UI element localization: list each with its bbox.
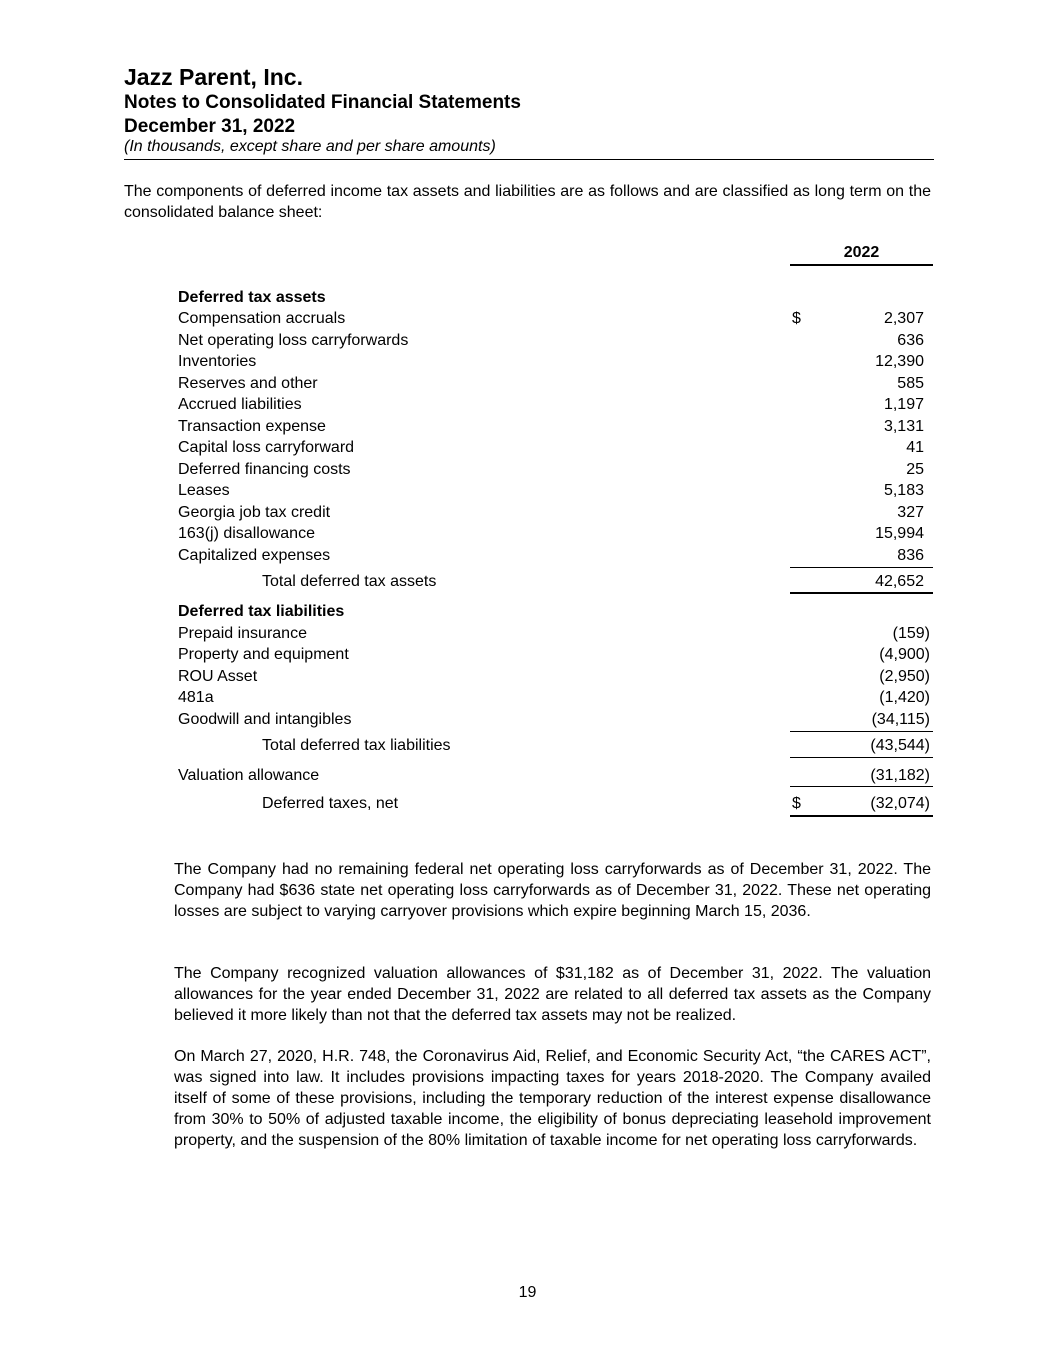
total-liabilities-row bbox=[0, 735, 1055, 756]
valuation-paragraph: The Company recognized valuation allowances of $31,182 as of December 31, 2022. The valuation allowances for the year ended December 31, 2022 are related to all deferred tax assets as the Company believed it more likely than not that the deferred tax assets may not be realized. bbox=[174, 965, 931, 1024]
table-row bbox=[0, 437, 1055, 458]
row-value: (159) bbox=[892, 625, 930, 642]
table-row bbox=[0, 351, 1055, 372]
assets-heading: Deferred tax assets bbox=[178, 289, 326, 306]
statement-date: December 31, 2022 bbox=[124, 116, 296, 137]
deferred-taxes-net-row bbox=[0, 793, 1055, 814]
row-label: Net operating loss carryforwards bbox=[178, 332, 409, 349]
table-row bbox=[0, 666, 1055, 687]
row-value: 15,994 bbox=[875, 525, 924, 542]
units-note: (In thousands, except share and per share amounts) bbox=[124, 138, 496, 155]
table-row bbox=[0, 459, 1055, 480]
row-value: 636 bbox=[897, 332, 924, 349]
table-row bbox=[0, 523, 1055, 544]
row-label: Goodwill and intangibles bbox=[178, 711, 352, 728]
row-label: Capitalized expenses bbox=[178, 547, 331, 564]
row-label: Capital loss carryforward bbox=[178, 439, 355, 456]
table-row bbox=[0, 394, 1055, 415]
table-row bbox=[0, 545, 1055, 566]
table-row bbox=[0, 709, 1055, 730]
liabilities-heading-row bbox=[0, 601, 1055, 622]
row-label: 481a bbox=[178, 689, 214, 706]
net-total-rule bbox=[790, 815, 933, 817]
table-row bbox=[0, 687, 1055, 708]
assets-heading-row bbox=[0, 287, 1055, 308]
row-label: Property and equipment bbox=[178, 646, 349, 663]
currency-symbol: $ bbox=[792, 795, 801, 812]
row-label: Leases bbox=[178, 482, 230, 499]
total-liabilities-label: Total deferred tax liabilities bbox=[262, 737, 451, 754]
row-value: 12,390 bbox=[875, 353, 924, 370]
company-name: Jazz Parent, Inc. bbox=[124, 64, 303, 90]
header-divider bbox=[124, 159, 934, 160]
total-rule bbox=[790, 592, 933, 594]
valuation-allowance-row bbox=[0, 765, 1055, 786]
row-label: Prepaid insurance bbox=[178, 625, 307, 642]
row-label: Inventories bbox=[178, 353, 257, 370]
page-number: 19 bbox=[518, 1284, 537, 1301]
table-row bbox=[0, 330, 1055, 351]
intro-paragraph: The components of deferred income tax assets and liabilities are as follows and are classified as long term on the consolidated balance sheet: bbox=[124, 183, 931, 221]
row-value: 5,183 bbox=[883, 482, 924, 499]
nol-paragraph: The Company had no remaining federal net operating loss carryforwards as of December 31, 2022. The Company had $636 state net operating loss carryforwards as of December 31, 2022. These net operating losses are subject to varying carryover provisions which expire beginning March 15, 2036. bbox=[174, 861, 931, 920]
liabilities-heading: Deferred tax liabilities bbox=[178, 603, 345, 620]
cares-act-paragraph: On March 27, 2020, H.R. 748, the Coronavirus Aid, Relief, and Economic Security Act, “the CARES ACT”, was signed into law. It includes provisions impacting taxes for years 2018-2020. The Company availed itself of some of these provisions, including the temporary reduction of the interest expense disallowance from 30% to 50% of adjusted taxable income, the eligibility of bonus depreciating leasehold improvement property, and the suspension of the 80% limitation of taxable income for net operating loss carryforwards. bbox=[174, 1048, 931, 1149]
total-assets-label: Total deferred tax assets bbox=[262, 573, 437, 590]
deferred-taxes-net-value: (32,074) bbox=[870, 795, 930, 812]
total-assets-row bbox=[0, 571, 1055, 592]
row-value: 3,131 bbox=[883, 418, 924, 435]
row-label: Deferred financing costs bbox=[178, 461, 351, 478]
subtotal-rule bbox=[790, 567, 933, 568]
table-row bbox=[0, 373, 1055, 394]
row-label: Transaction expense bbox=[178, 418, 326, 435]
year-column-header: 2022 bbox=[843, 244, 880, 261]
row-value: 2,307 bbox=[883, 310, 924, 327]
row-value: 327 bbox=[897, 504, 924, 521]
table-row bbox=[0, 502, 1055, 523]
total-liabilities-value: (43,544) bbox=[870, 737, 930, 754]
deferred-taxes-net-label: Deferred taxes, net bbox=[262, 795, 399, 812]
document-subtitle: Notes to Consolidated Financial Statements bbox=[124, 92, 521, 113]
row-value: (2,950) bbox=[879, 668, 930, 685]
subtotal-rule bbox=[790, 731, 933, 732]
table-row bbox=[0, 416, 1055, 437]
table-row bbox=[0, 480, 1055, 501]
row-label: Reserves and other bbox=[178, 375, 318, 392]
row-value: 41 bbox=[906, 439, 924, 456]
row-label: Accrued liabilities bbox=[178, 396, 302, 413]
row-label: Compensation accruals bbox=[178, 310, 346, 327]
valuation-allowance-value: (31,182) bbox=[870, 767, 930, 784]
row-value: 585 bbox=[897, 375, 924, 392]
row-value: (34,115) bbox=[871, 711, 930, 728]
row-value: 25 bbox=[906, 461, 924, 478]
table-row bbox=[0, 644, 1055, 665]
table-row bbox=[0, 308, 1055, 329]
row-label: 163(j) disallowance bbox=[178, 525, 315, 542]
row-value: (1,420) bbox=[879, 689, 930, 706]
row-value: (4,900) bbox=[879, 646, 930, 663]
subtotal-rule bbox=[790, 786, 933, 787]
year-header-rule bbox=[790, 264, 933, 266]
currency-symbol: $ bbox=[792, 310, 801, 327]
row-label: Georgia job tax credit bbox=[178, 504, 331, 521]
row-value: 836 bbox=[897, 547, 924, 564]
total-rule bbox=[790, 757, 933, 758]
row-label: ROU Asset bbox=[178, 668, 258, 685]
table-row bbox=[0, 623, 1055, 644]
row-value: 1,197 bbox=[883, 396, 924, 413]
total-assets-value: 42,652 bbox=[875, 573, 924, 590]
valuation-allowance-label: Valuation allowance bbox=[178, 767, 320, 784]
